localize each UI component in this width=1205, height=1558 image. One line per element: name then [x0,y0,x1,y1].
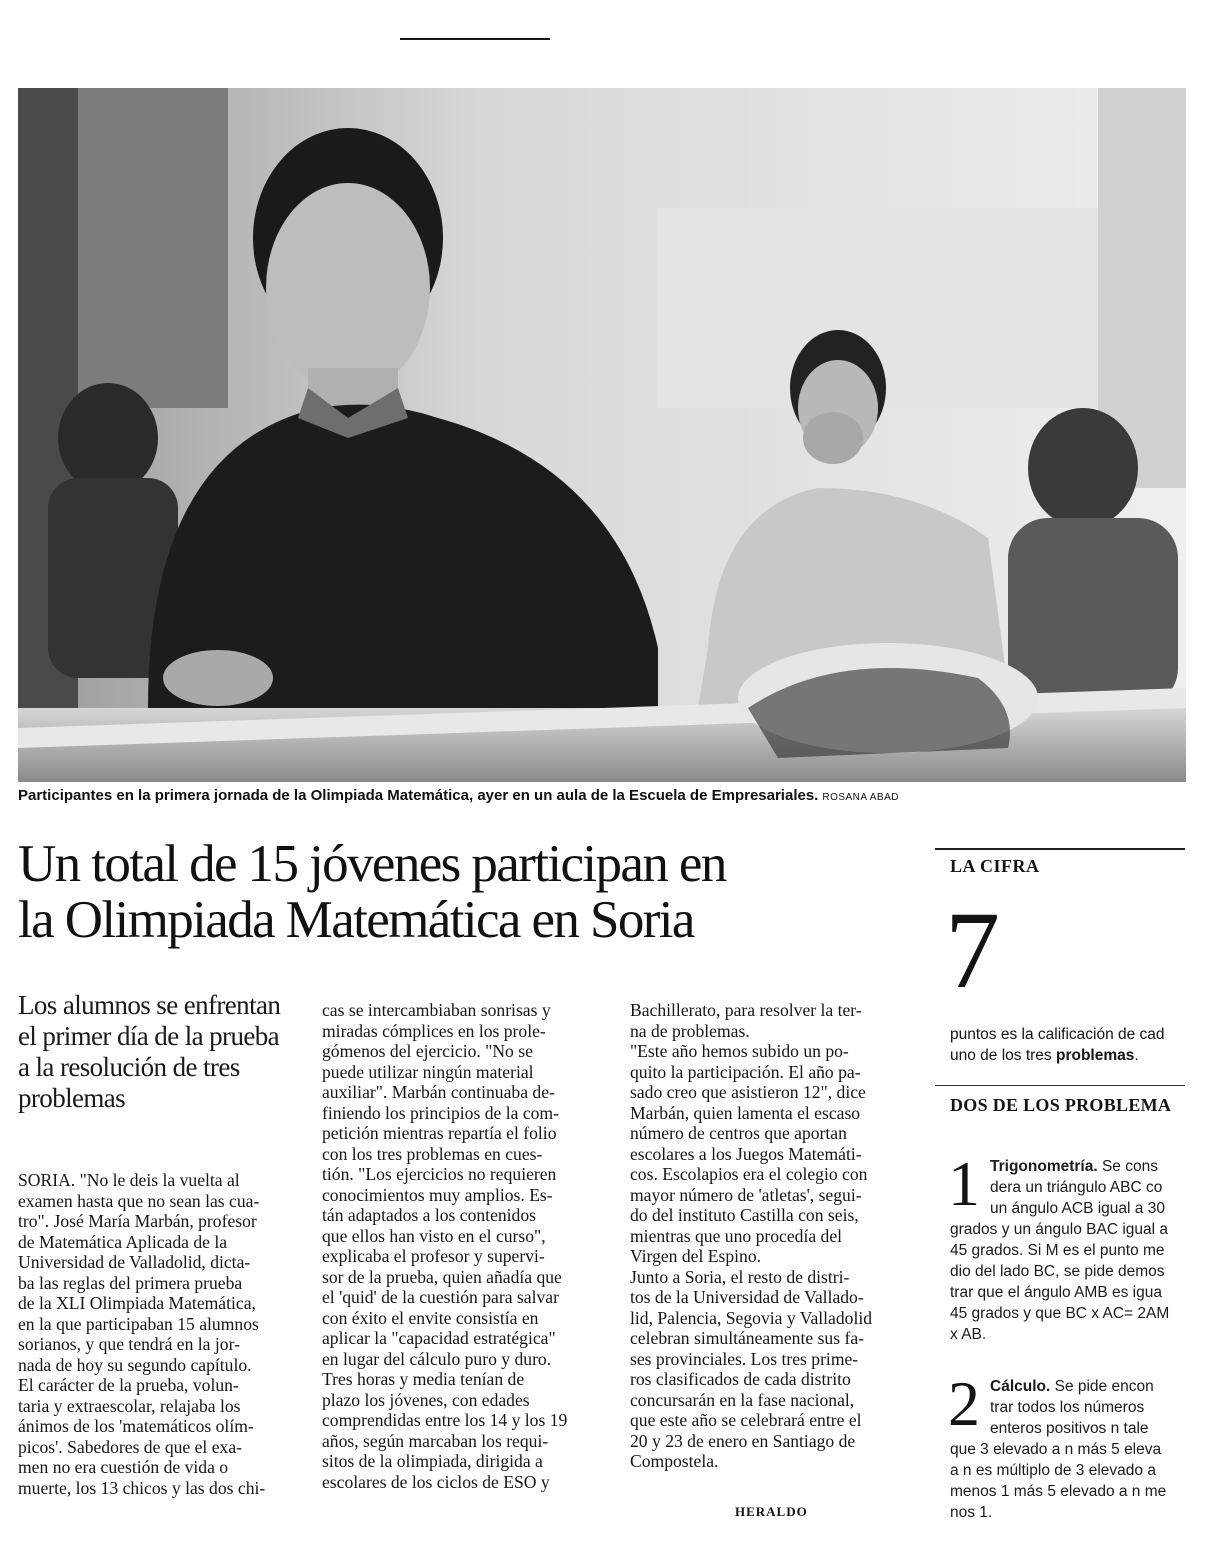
text-line: men no era cuestión de vida o [18,1457,229,1477]
text-line: tos de la Universidad de Vallado- [630,1287,864,1307]
text-line: ánimos de los 'matemáticos olím- [18,1416,254,1436]
text-line: celebran simultáneamente sus fa- [630,1328,864,1348]
text-line: años, según marcaban los requi- [322,1430,549,1451]
text-line: puede utilizar ningún material [322,1061,534,1082]
problem-line: 45 grados. Si M es el punto me [950,1242,1165,1259]
problem-line: dera un triángulo ABC co [990,1179,1163,1196]
news-photo [18,88,1186,782]
headline [18,836,918,948]
text-line: el 'quid' de la cuestión para salvar [322,1287,559,1307]
text-line: gómenos del ejercicio. "No se [322,1041,533,1061]
problem-2-title: Cálculo. [990,1378,1051,1395]
text-line: explicaba el profesor y supervi- [322,1246,545,1266]
text-line: mientras que uno procedía del [630,1225,843,1246]
text-line: sorianos, y que tendrá en la jor- [18,1334,240,1354]
problem-line: a n es múltiplo de 3 elevado a [950,1462,1156,1479]
subheadline [18,990,298,1114]
text-line: Tres horas y media tenían de [322,1369,525,1389]
text-line: concursarán en la fase nacional, [630,1389,855,1410]
problem-1-title: Trigonometría. [990,1158,1098,1175]
text-line: muerte, los 13 chicos y las dos chi- [18,1477,266,1498]
problem-line: nos 1. [950,1504,993,1521]
cifra-line-text: uno de los tres [950,1047,1056,1064]
la-cifra-label: LA CIFRA [950,856,1040,876]
problem-2 [950,1376,1190,1523]
text-line: tro". José María Marbán, profesor [18,1211,257,1231]
text-line: plazo los jóvenes, con edades [322,1389,530,1410]
text-line: petición mientras repartía el folio [322,1123,557,1143]
problem-line: 45 grados y que BC x AC= 2AM [950,1305,1170,1322]
text-line: finiendo los principios de la com- [322,1102,559,1123]
photo-credit: ROSANA ABAD [822,792,899,803]
text-line: "Este año hemos subido un po- [630,1041,849,1061]
caption-text: Participantes en la primera jornada de la Olimpiada Matemática, ayer en un aula de la Escuela de Empresariales. [18,787,819,804]
cifra-bold: problemas [1055,1047,1135,1064]
text-line: Compostela. [630,1451,719,1471]
text-line: examen hasta que no sean las cua- [18,1190,260,1211]
text-line: quito la participación. El año pa- [630,1061,861,1082]
text-line: tión. "Los ejercicios no requieren [322,1164,557,1184]
cifra-period: . [1134,1047,1139,1064]
text-line: aplicar la "capacidad estratégica" [322,1328,556,1348]
text-line: tán adaptados a los contenidos [322,1205,537,1225]
text-line: con los tres problemas en cues- [322,1143,543,1164]
text-line: Junto a Soria, el resto de distri- [630,1266,850,1287]
text-line: miradas cómplices en los prole- [322,1020,546,1041]
article-column-2 [322,1000,612,1492]
text-line: conocimientos muy amplios. Es- [322,1184,553,1205]
text-line: do del instituto Castilla con seis, [630,1205,859,1225]
article-column-1 [18,1170,304,1498]
text-line: Bachillerato, para resolver la ter- [630,1000,862,1020]
text-line: ses provinciales. Los tres prime- [630,1348,859,1369]
problem-1-number: 1 [948,1148,980,1219]
photo-caption [18,787,1186,804]
text-line: número de centros que aportan [630,1123,847,1143]
article-column-3 [630,1000,920,1472]
students-photo-illustration [18,88,1186,782]
text-line: que ellos han visto en el curso", [322,1225,546,1246]
problem-1-first: Se cons [1097,1158,1158,1175]
text-line: ba las reglas del primera prueba [18,1272,243,1293]
problem-line: trar que el ángulo AMB es igua [950,1284,1162,1301]
subhead-line: problemas [18,1083,126,1113]
text-line: en la que participaban 15 alumnos [18,1313,259,1334]
headline-line-2: la Olimpiada Matemática en Soria [18,891,694,949]
problem-line: que 3 elevado a n más 5 eleva [950,1441,1162,1458]
text-line: en lugar del cálculo puro y duro. [322,1348,552,1369]
sidebar-top-rule [935,848,1185,850]
cifra-line: puntos es la calificación de cad [950,1026,1165,1043]
text-line: escolares de los ciclos de ESO y [322,1471,550,1492]
text-line: 20 y 23 de enero en Santiago de [630,1430,856,1451]
problem-line: menos 1 más 5 elevado a n me [950,1483,1167,1500]
problem-line [950,1376,1190,1397]
text-line: con éxito el envite consistía en [322,1307,539,1328]
text-line: El carácter de la prueba, volun- [18,1375,239,1395]
la-cifra-number: 7 [945,889,1000,1011]
text-line: taria y extraescolar, relajaba los [18,1395,241,1416]
problem-line: un ángulo ACB igual a 30 [990,1200,1165,1217]
subhead-line: a la resolución de tres [18,1052,240,1082]
problems-section-title: DOS DE LOS PROBLEMA [950,1095,1172,1115]
text-line: escolares a los Juegos Matemáti- [630,1143,862,1164]
sidebar-mid-rule [935,1085,1185,1086]
text-line: na de problemas. [630,1020,750,1041]
subhead-line: el primer día de la prueba [18,1021,280,1051]
text-line: comprendidas entre los 14 y los 19 [322,1410,568,1430]
text-line: lid, Palencia, Segovia y Valladolid [630,1307,873,1328]
problem-1 [950,1156,1190,1345]
source-signature: HERALDO [735,1504,808,1519]
problem-line: enteros positivos n tale [990,1420,1149,1437]
text-line: que este año se celebrará entre el [630,1410,862,1430]
problem-line: grados y un ángulo BAC igual a [950,1221,1169,1238]
text-line: SORIA. "No le deis la vuelta al [18,1170,240,1190]
subhead-line: Los alumnos se enfrentan [18,990,281,1020]
problem-2-number: 2 [948,1368,980,1439]
cifra-line [950,1045,1190,1066]
text-line: ros clasificados de cada distrito [630,1369,851,1389]
problem-line: dio del lado BC, se pide demos [950,1263,1165,1280]
top-rule [400,38,550,40]
text-line: auxiliar". Marbán continuaba de- [322,1082,555,1102]
text-line: cos. Escolapios era el colegio con [630,1164,868,1184]
problem-line: x AB. [950,1326,987,1343]
text-line: picos'. Sabedores de que el exa- [18,1436,242,1457]
problem-line [950,1156,1190,1177]
text-line: de Matemática Aplicada de la [18,1231,228,1252]
text-line: mayor número de 'atletas', segui- [630,1184,862,1205]
text-line: Universidad de Valladolid, dicta- [18,1252,251,1272]
text-line: sado creo que asistieron 12", dice [630,1082,866,1102]
text-line: cas se intercambiaban sonrisas y [322,1000,551,1020]
la-cifra-text [950,1024,1190,1066]
text-line: nada de hoy su segundo capítulo. [18,1354,252,1375]
problem-2-first: Se pide encon [1050,1378,1154,1395]
text-line: de la XLI Olimpiada Matemática, [18,1293,256,1313]
text-line: Virgen del Espino. [630,1246,762,1266]
text-line: sor de la prueba, quien añadía que [322,1266,562,1287]
text-line: sitos de la olimpiada, dirigida a [322,1451,543,1471]
problem-line: trar todos los números [990,1399,1145,1416]
text-line: Marbán, quien lamenta el escaso [630,1102,861,1123]
headline-line-1: Un total de 15 jóvenes participan en [18,835,726,893]
